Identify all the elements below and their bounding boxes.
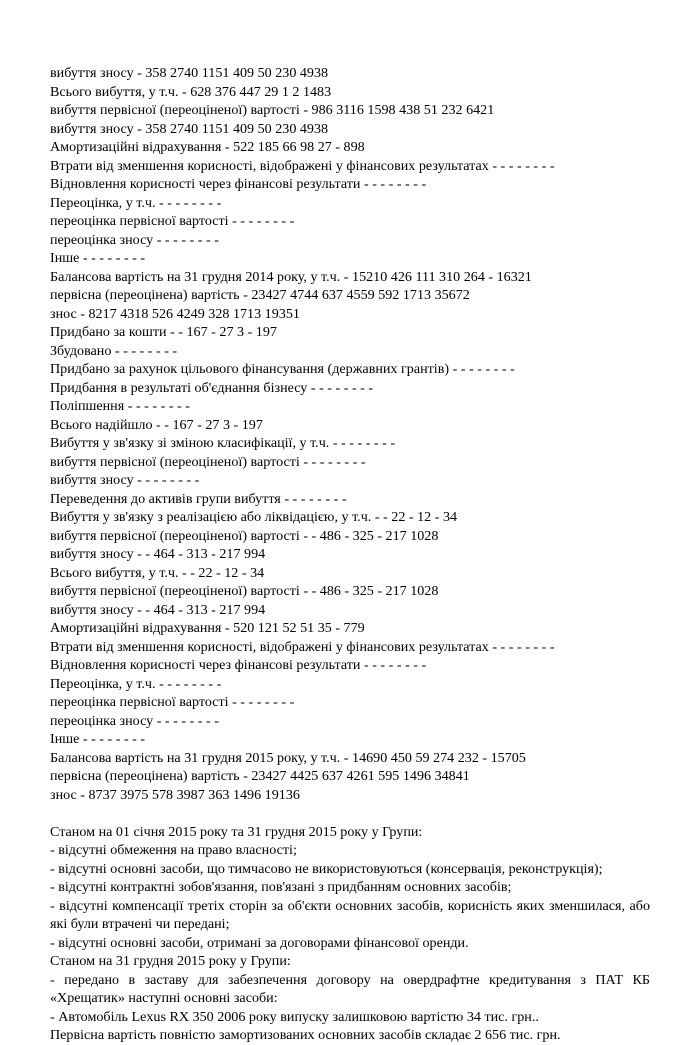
table-line: Переведення до активів групи вибуття - - - - - - - - [50, 490, 347, 507]
table-line: Придбано за кошти - - 167 - 27 3 - 197 [50, 324, 277, 340]
table-line: Інше - - - - - - - - [50, 731, 146, 747]
table-line: первісна (переоцінена) вартість - 23427 4744 637 4559 592 1713 35672 [50, 287, 470, 303]
table-line: вибуття зносу - - - - - - - - [50, 472, 200, 488]
table-line: вибуття зносу - - 464 - 313 - 217 994 [50, 601, 266, 618]
table-line: Всього вибуття, у т.ч. - - 22 - 12 - 34 [50, 564, 265, 581]
table-line: знос - 8737 3975 578 3987 363 1496 19136 [50, 786, 300, 803]
note-line: Станом на 31 грудня 2015 року у Групи: [50, 953, 291, 969]
table-line: вибуття зносу - 358 2740 1151 409 50 230 4938 [50, 120, 329, 137]
table-line: переоцінка зносу - - - - - - - - [50, 231, 219, 248]
table-line: Відновлення корисності через фінансові результати - - - - - - - - [50, 657, 427, 673]
note-line: - відсутні контрактні зобов'язання, пов'язані з придбанням основних засобів; [50, 879, 512, 895]
table-line: Переоцінка, у т.ч. - - - - - - - - [50, 194, 222, 211]
note-line: - Автомобіль Lexus RX 350 2006 року випуску залишковою вартістю 34 тис. грн.. [50, 1008, 539, 1025]
table-line: вибуття зносу - 358 2740 1151 409 50 230 4938 [50, 65, 329, 81]
table-line: вибуття первісної (переоціненої) вартості - - - - - - - - [50, 453, 366, 470]
table-line: вибуття зносу - - 464 - 313 - 217 994 [50, 546, 266, 562]
table-line: Вибуття у зв'язку з реалізацією або ліквідацією, у т.ч. - - 22 - 12 - 34 [50, 509, 458, 525]
note-line: - передано в заставу для забезпечення договору на овердрафтне кредитування з ПАТ КБ «Хрещатик» наступні основні засоби: [50, 971, 650, 1006]
table-line: Поліпшення - - - - - - - - [50, 398, 190, 414]
note-line: - відсутні основні засоби, що тимчасово не використовуються (консервація, реконструкція); [50, 860, 603, 877]
table-line: Переоцінка, у т.ч. - - - - - - - - [50, 675, 222, 692]
table-line: первісна (переоцінена) вартість - 23427 4425 637 4261 595 1496 34841 [50, 768, 470, 784]
table-line: Втрати від зменшення корисності, відображені у фінансових результатах - - - - - - - - [50, 638, 555, 655]
table-line: Всього надійшло - - 167 - 27 3 - 197 [50, 416, 263, 433]
note-line: - відсутні обмеження на право власності; [50, 842, 297, 858]
table-line: вибуття первісної (переоціненої) вартості - - 486 - 325 - 217 1028 [50, 527, 439, 544]
table-line: вибуття первісної (переоціненої) вартості - - 486 - 325 - 217 1028 [50, 583, 439, 599]
table-line: Всього вибуття, у т.ч. - 628 376 447 29 1 2 1483 [50, 83, 332, 100]
table-line: переоцінка первісної вартості - - - - - - - - [50, 694, 295, 710]
table-line: Балансова вартість на 31 грудня 2015 року, у т.ч. - 14690 450 59 274 232 - 15705 [50, 749, 526, 766]
table-line: знос - 8217 4318 526 4249 328 1713 19351 [50, 305, 300, 322]
table-line: Амортизаційні відрахування - 520 121 52 51 35 - 779 [50, 620, 365, 636]
table-line: Збудовано - - - - - - - - [50, 342, 178, 359]
table-line: Вибуття у зв'язку зі зміною класифікації, у т.ч. - - - - - - - - [50, 435, 396, 451]
table-line: переоцінка зносу - - - - - - - - [50, 712, 219, 729]
document-page [50, 64, 650, 1045]
note-line: Станом на 01 січня 2015 року та 31 грудня 2015 року у Групи: [50, 823, 423, 840]
table-line: Придбано за рахунок цільового фінансування (державних грантів) - - - - - - - - [50, 361, 515, 377]
table-line: Інше - - - - - - - - [50, 250, 146, 266]
table-line: переоцінка первісної вартості - - - - - - - - [50, 213, 295, 229]
fixed-assets-notes [50, 823, 650, 1045]
paragraph-gap [50, 804, 650, 823]
note-line: Первісна вартість повністю замортизованих основних засобів складає 2 656 тис. грн. [50, 1027, 561, 1043]
table-line: Балансова вартість на 31 грудня 2014 року, у т.ч. - 15210 426 111 310 264 - 16321 [50, 268, 532, 285]
table-line: Придбання в результаті об'єднання бізнесу - - - - - - - - [50, 379, 374, 396]
table-line: Відновлення корисності через фінансові результати - - - - - - - - [50, 176, 427, 192]
table-line: Амортизаційні відрахування - 522 185 66 98 27 - 898 [50, 139, 365, 155]
note-line: - відсутні основні засоби, отримані за договорами фінансової оренди. [50, 934, 469, 951]
note-line: - відсутні компенсації третіх сторін за об'єкти основних засобів, корисність яких зменшилася, або які були втрачені чи передані; [50, 897, 650, 932]
fixed-assets-table-text [50, 64, 650, 804]
table-line: вибуття первісної (переоціненої) вартості - 986 3116 1598 438 51 232 6421 [50, 102, 495, 118]
table-line: Втрати від зменшення корисності, відображені у фінансових результатах - - - - - - - - [50, 157, 555, 174]
